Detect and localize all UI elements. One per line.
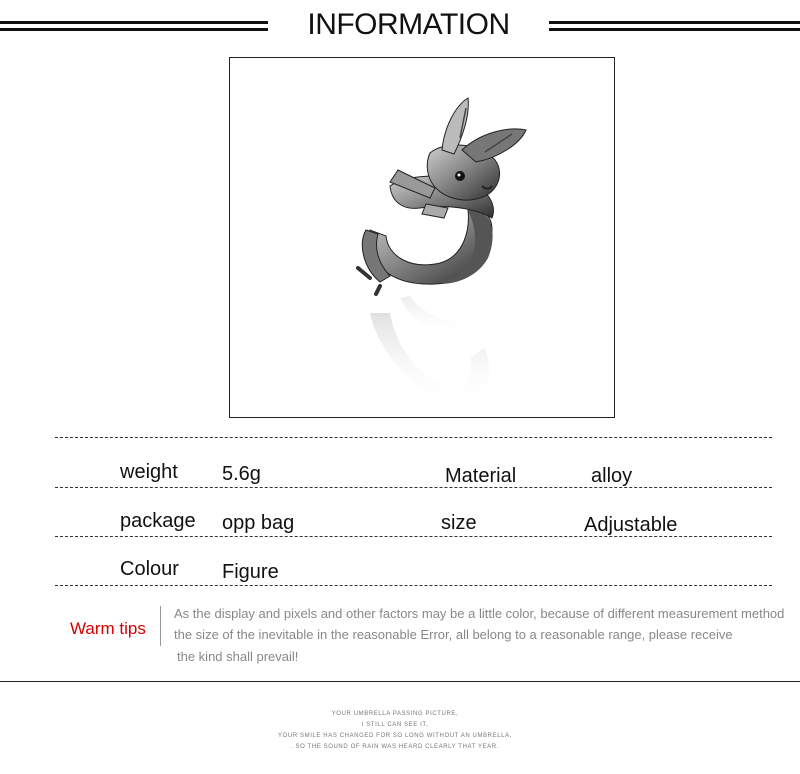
table-divider-1 <box>55 437 772 438</box>
footer-line-4: . SO THE SOUND OF RAIN WAS HEARD CLEARLY THAT YEAR. <box>291 744 499 750</box>
warm-tips-divider <box>160 606 161 646</box>
warm-tips-line-3: the kind shall prevail! <box>177 649 299 664</box>
spec-label-package: package <box>120 510 196 532</box>
warm-tips-line-1: As the display and pixels and other factors may be a little color, because of different measurement method <box>174 606 785 621</box>
spec-label-material: Material <box>445 465 517 487</box>
footer-rule <box>0 681 800 682</box>
spec-label-colour: Colour <box>120 558 179 580</box>
table-divider-2 <box>55 487 772 488</box>
ring-reflection <box>370 296 489 408</box>
table-divider-4 <box>55 585 772 586</box>
footer-line-3: YOUR SMILE HAS CHANGED FOR SO LONG WITHOUT AN UMBRELLA, <box>278 733 512 739</box>
header-rule-right <box>549 21 800 31</box>
spec-value-colour: Figure <box>222 561 279 583</box>
header-rule-left <box>0 21 268 31</box>
spec-value-package: opp bag <box>222 512 295 534</box>
rabbit-ring-illustration <box>230 58 614 417</box>
product-photo <box>229 57 615 418</box>
warm-tips-line-2: the size of the inevitable in the reasonable Error, all belong to a reasonable range, please receive <box>174 627 733 642</box>
section-header <box>0 0 800 55</box>
spec-value-size: Adjustable <box>584 514 678 536</box>
spec-label-size: size <box>441 512 477 534</box>
page-title: INFORMATION <box>307 8 510 41</box>
footer-line-2: I STILL CAN SEE IT, <box>361 722 429 728</box>
warm-tips-label: Warm tips <box>70 619 146 638</box>
table-divider-3 <box>55 536 772 537</box>
footer-line-1: YOUR UMBRELLA PASSING PICTURE, <box>331 711 459 717</box>
spec-value-weight: 5.6g <box>222 463 261 485</box>
spec-value-material: alloy <box>591 465 633 487</box>
spec-label-weight: weight <box>120 461 178 483</box>
rabbit-ears <box>442 98 526 162</box>
